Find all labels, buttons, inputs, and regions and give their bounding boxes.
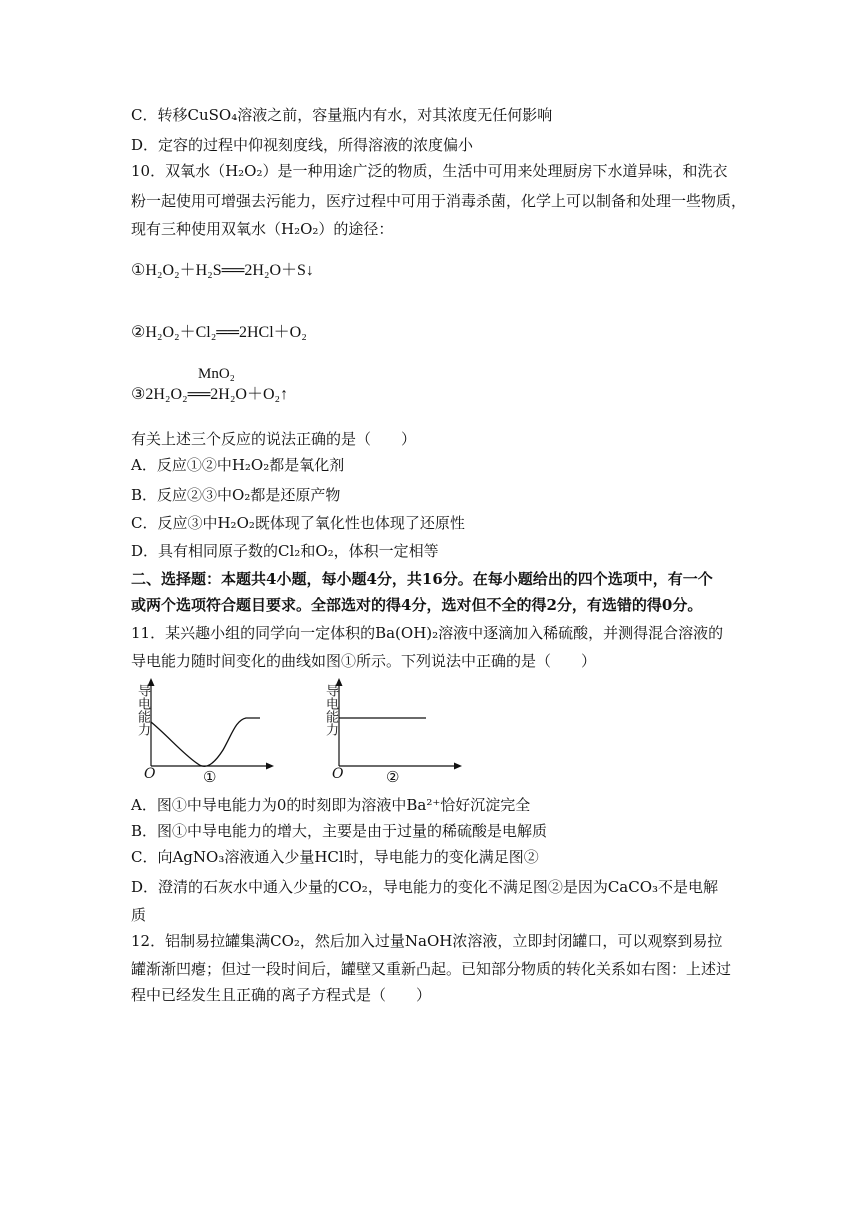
section-2-heading-line-2: 或两个选项符合题目要求。全部选对的得4分，选对但不全的得2分，有选错的得0分。 (131, 596, 703, 614)
option-d-q11-line-2: 质 (131, 906, 147, 924)
option-d-q9: D．定容的过程中仰视刻度线，所得溶液的浓度偏小 (131, 136, 474, 154)
option-c-q10: C．反应③中H₂O₂既体现了氧化性也体现了还原性 (131, 514, 465, 532)
graph-1-x-arrow (266, 763, 274, 770)
graph-1-origin: O (144, 766, 156, 782)
question-10-line-2: 粉一起使用可增强去污能力，医疗过程中可用于消毒杀菌，化学上可以制备和处理一些物质， (131, 192, 747, 210)
equation-3-condition: MnO₂ (198, 366, 235, 382)
equation-2: ②H₂O₂＋Cl₂══2HCl＋O₂ (131, 324, 307, 341)
section-2-heading-line-1: 二、选择题：本题共4小题，每小题4分，共16分。在每小题给出的四个选项中，有一个 (131, 570, 713, 588)
graph-1-caption: ① (203, 768, 217, 786)
option-d-q11-line-1: D．澄清的石灰水中通入少量的CO₂，导电能力的变化不满足图②是因为CaCO₃不是电解 (131, 878, 719, 896)
question-10-line-1: 10．双氧水（H₂O₂）是一种用途广泛的物质，生活中可用来处理厨房下水道异味，和洗衣 (131, 162, 728, 180)
question-12-line-2: 罐渐渐凹瘪；但过一段时间后，罐壁又重新凸起。已知部分物质的转化关系如右图：上述过 (131, 960, 732, 978)
equation-1: ①H₂O₂＋H₂S══2H₂O＋S↓ (131, 262, 314, 279)
question-11-line-1: 11．某兴趣小组的同学向一定体积的Ba(OH)₂溶液中逐滴加入稀硫酸，并测得混合溶液的 (131, 624, 724, 642)
graph-1-y-label: 导电能力 (135, 684, 150, 736)
option-a-q11: A．图①中导电能力为0的时刻即为溶液中Ba²⁺恰好沉淀完全 (131, 796, 531, 814)
graph-2-origin: O (332, 766, 344, 782)
option-c-q11: C．向AgNO₃溶液通入少量HCl时，导电能力的变化满足图② (131, 848, 539, 866)
option-b-q11: B．图①中导电能力的增大，主要是由于过量的稀硫酸是电解质 (131, 822, 548, 840)
question-12-line-1: 12．铝制易拉罐集满CO₂，然后加入过量NaOH浓溶液，立即封闭罐口，可以观察到易拉 (131, 932, 723, 950)
graph-1-curve (151, 718, 260, 766)
option-c-q9: C．转移CuSO₄溶液之前，容量瓶内有水，对其浓度无任何影响 (131, 106, 553, 124)
option-a-q10: A．反应①②中H₂O₂都是氧化剂 (131, 456, 345, 474)
question-10-line-3: 现有三种使用双氧水（H₂O₂）的途径： (131, 220, 394, 238)
graph-2-x-arrow (454, 763, 462, 770)
option-b-q10: B．反应②③中O₂都是还原产物 (131, 486, 341, 504)
question-12-line-3: 程中已经发生且正确的离子方程式是（ ） (131, 986, 432, 1004)
equation-3: ③2H₂O₂══2H₂O＋O₂↑ (131, 386, 289, 403)
graph-2-y-label: 导电能力 (323, 684, 338, 736)
graph-2-caption: ② (386, 768, 400, 786)
question-11-line-2: 导电能力随时间变化的曲线如图①所示。下列说法中正确的是（ ） (131, 652, 597, 670)
option-d-q10: D．具有相同原子数的Cl₂和O₂，体积一定相等 (131, 542, 439, 560)
question-10-stem: 有关上述三个反应的说法正确的是（ ） (131, 430, 417, 448)
